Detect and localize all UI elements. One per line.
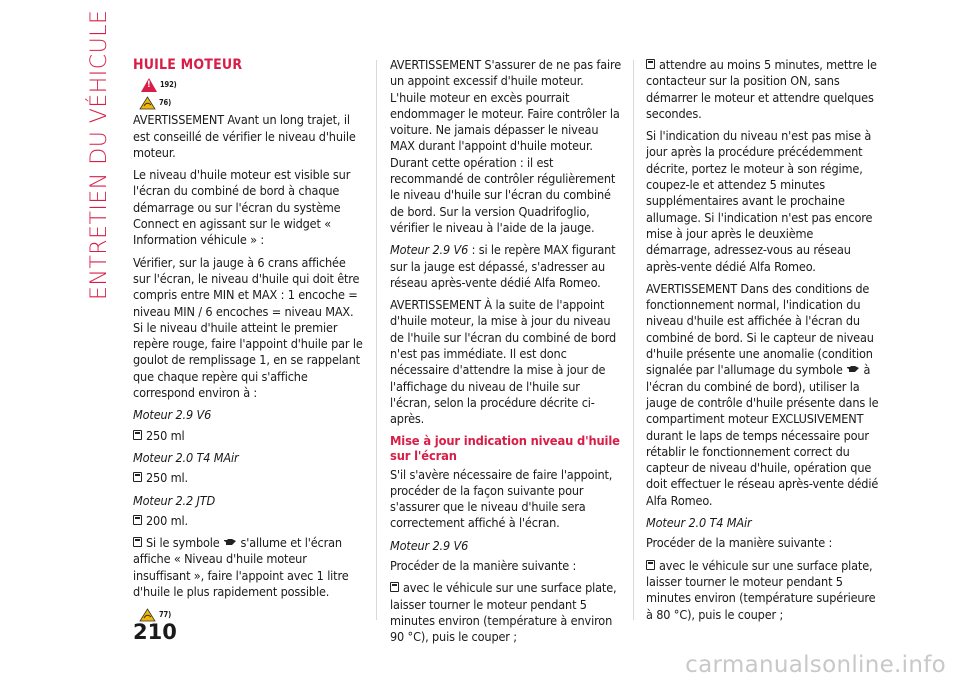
- paragraph-text-post: à l'écran du combiné de bord), utiliser la jauge de contrôle d'huile présente dans le compartiment moteur EXCLUSIVEMENT durant le laps de temps nécessaire pour rétablir le fonctionnement correct du capteur de niveau d'huile, opération que doit effectuer le réseau après-vente dédié Alfa Romeo.: [646, 362, 879, 508]
- paragraph: Vérifier, sur la jauge à 6 crans affichée sur l'écran, le niveau d'huile qui doit être compris entre MIN et MAX : 1 encoche = niveau MIN / 6 encoches = niveau MAX. Si le niveau d'huile atteint le premier repère rouge, faire l'appoint d'huile par le goulot de remplissage 1, en se rappelant que chaque repère qui s'affiche correspond environ à :: [133, 254, 363, 401]
- environment-icon: [139, 96, 156, 110]
- engine-label: Moteur 2.9 V6: [133, 407, 212, 423]
- engine-label: Moteur 2.0 T4 MAir: [133, 449, 239, 465]
- paragraph: Procéder de la manière suivante :: [646, 535, 833, 551]
- bullet-icon: [133, 430, 142, 440]
- bullet-item: [133, 470, 365, 486]
- bullet-text: 250 ml: [146, 427, 185, 443]
- bullet-text: avec le véhicule sur une surface plate, laisser tourner le moteur pendant 5 minutes environ (température à environ 90 °C), puis le couper ;: [390, 580, 617, 645]
- section-sidebar-title: [87, 9, 116, 300]
- watermark: carmanualsonline.info: [685, 652, 946, 678]
- bullet-text-pre: Si le symbole: [146, 535, 224, 551]
- bullet-icon: [133, 515, 142, 525]
- paragraph: [646, 281, 880, 509]
- column-2: [390, 57, 622, 652]
- environment-reference: [139, 94, 365, 112]
- warning-triangle-icon: [141, 78, 157, 92]
- subsection-heading: Mise à jour indication niveau d'huile sur l'écran: [390, 433, 620, 464]
- oil-can-icon: [846, 364, 860, 373]
- bullet-text: 250 ml.: [146, 470, 188, 486]
- bullet-icon: [646, 59, 655, 69]
- bullet-text: attendre au moins 5 minutes, mettre le contacteur sur la position ON, sans démarrer le moteur et attendre quelques secondes.: [646, 57, 877, 121]
- paragraph: AVERTISSEMENT Avant un long trajet, il est conseillé de vérifier le niveau d'huile moteur.: [133, 112, 356, 160]
- column-3: [646, 57, 880, 629]
- bullet-text: avec le véhicule sur une surface plate, laisser tourner le moteur pendant 5 minutes environ (température supérieure à 80 °C), puis le couper ;: [646, 557, 876, 622]
- paragraph: AVERTISSEMENT À la suite de l'appoint d'huile moteur, la mise à jour du niveau de l'huile sur l'écran du combiné de bord n'est pas immédiate. Il est donc nécessaire d'attendre la mise à jour de l'affichage du niveau de l'huile sur l'écran, selon la procédure décrite ci-après.: [390, 297, 617, 427]
- bullet-item: [133, 513, 365, 529]
- bullet-icon: [390, 582, 399, 592]
- bullet-icon: [133, 537, 142, 547]
- paragraph: Le niveau d'huile moteur est visible sur l'écran du combiné de bord à chaque démarrage ou sur l'écran du système Connect en agissant sur le widget « Information véhicule » :: [133, 167, 351, 248]
- warning-reference: [141, 76, 365, 94]
- paragraph: Si l'indication du niveau n'est pas mise à jour après la procédure précédemment décrite, portez le moteur à son régime, coupez-le et attendez 5 minutes supplémentaires avant le prochaine allumage. Si l'indication n'est pas encore mise à jour après le deuxième démarrage, adressez-vous au réseau après-vente dédié Alfa Romeo.: [646, 128, 873, 274]
- bullet-item: [390, 580, 622, 645]
- environment-ref-number: 76): [159, 98, 172, 108]
- bullet-item: [133, 535, 365, 600]
- bullet-item: [646, 558, 880, 623]
- section-title-text: ENTRETIEN DU VÉHICULE: [87, 9, 112, 300]
- bullet-item: [133, 428, 365, 444]
- engine-inline-label: Moteur 2.9 V6: [390, 242, 469, 258]
- paragraph: AVERTISSEMENT S'assurer de ne pas faire un appoint excessif d'huile moteur. L'huile moteur en excès pourrait endommager le moteur. Faire contrôler la voiture. Ne jamais dépasser le niveau MAX durant l'appoint d'huile moteur. Durant cette opération : il est recommandé de contrôler régulièrement le niveau d'huile sur l'écran du combiné de bord. Sur la version Quadrifoglio, vérifier le niveau à l'aide de la jauge.: [390, 57, 622, 235]
- paragraph: S'il s'avère nécessaire de faire l'appoint, procéder de la façon suivante pour s'assurer que le niveau d'huile sera correctement affiché à l'écran.: [390, 466, 613, 531]
- oil-can-icon: [223, 537, 237, 546]
- paragraph-text: : si le repère MAX figurant sur la jauge est dépassé, s'adresser au réseau après-vente dédié Alfa Romeo.: [390, 242, 616, 290]
- paragraph: [390, 242, 622, 291]
- page-number: 210: [133, 620, 177, 644]
- paragraph: Procéder de la manière suivante :: [390, 558, 577, 574]
- bullet-icon: [646, 560, 655, 570]
- engine-label: Moteur 2.2 JTD: [133, 492, 216, 508]
- engine-label: Moteur 2.0 T4 MAir: [646, 515, 752, 531]
- paragraph-text-pre: AVERTISSEMENT Dans des conditions de fonctionnement normal, l'indication du niveau d'huile est affichée à l'écran du combiné de bord. Si le capteur de niveau d'huile présente une anomalie (condition signalée par l'allumage du symbole: [646, 280, 874, 378]
- section-heading: HUILE MOTEUR: [133, 57, 243, 73]
- bullet-icon: [133, 472, 142, 482]
- column-divider: [633, 60, 634, 620]
- warning-ref-number: 192): [160, 80, 177, 90]
- column-divider: [376, 60, 377, 620]
- column-1: [133, 57, 365, 624]
- bullet-text-post: s'allume et l'écran affiche « Niveau d'huile moteur insuffisant », faire l'appoint avec 1 litre d'huile le plus rapidement possible.: [133, 535, 349, 600]
- engine-label: Moteur 2.9 V6: [390, 537, 469, 553]
- bullet-text: 200 ml.: [146, 512, 188, 528]
- environment-ref-number: 77): [159, 610, 172, 620]
- bullet-item: [646, 57, 880, 122]
